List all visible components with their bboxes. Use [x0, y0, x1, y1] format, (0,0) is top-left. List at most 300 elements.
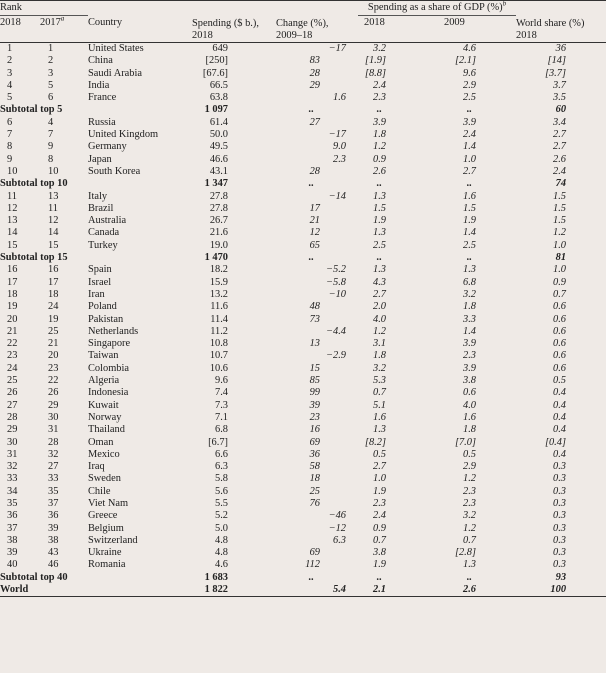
gdp-2018-cell: 1.0 [373, 473, 386, 485]
rank-2018-cell: 4 [7, 79, 13, 91]
spending-cell: 5.6 [215, 485, 228, 497]
table-row [0, 215, 606, 227]
change-cell: −17 [328, 129, 346, 141]
rank-2017-cell: 9 [48, 141, 54, 153]
rank-2018-cell: 38 [7, 534, 18, 546]
rank-2018-cell: 16 [7, 264, 18, 276]
country-cell: Japan [88, 153, 112, 165]
rank-2017-cell: 31 [48, 424, 59, 436]
world-share-cell: 2.6 [553, 153, 567, 165]
gdp-2009-cell: 0.5 [463, 448, 477, 460]
rank-2018-cell: 12 [7, 202, 18, 214]
spending-cell: 6.8 [215, 424, 228, 436]
world-share-cell: 0.3 [553, 473, 567, 485]
world-share-cell: 0.4 [553, 424, 567, 436]
gdp-2009-cell: 1.9 [463, 215, 477, 227]
change-header: Change (%), [272, 1, 358, 31]
change-cell: 21 [309, 215, 320, 227]
table-row [0, 498, 606, 510]
world-share-cell: 3.7 [553, 79, 567, 91]
country-cell: Kuwait [88, 399, 119, 411]
change-cell: 6.3 [333, 534, 346, 546]
rank-2018-cell: 39 [7, 547, 18, 559]
subtotal-label: Subtotal top 5 [0, 104, 63, 116]
rank-2018-cell: 28 [7, 411, 18, 423]
country-cell: China [88, 55, 113, 67]
subtotal-gdp-2018-cell: .. [376, 571, 382, 583]
subtotal-row [0, 104, 606, 116]
table-row [0, 117, 606, 129]
spending-cell: 4.8 [215, 534, 228, 546]
world-share-cell: 3.4 [553, 116, 567, 128]
world-share-cell: 0.3 [553, 534, 567, 546]
gdp-2009-cell: 1.3 [463, 559, 477, 571]
world-share-cell: 3.5 [553, 92, 567, 104]
rank-2017-cell: 35 [48, 485, 59, 497]
rank-2018-cell: 26 [7, 387, 18, 399]
rank-2017-cell: 16 [48, 264, 59, 276]
subtotal-spending-cell: 1 683 [204, 571, 228, 583]
spending-cell: 49.5 [209, 141, 228, 153]
change-cell: −5.2 [326, 264, 346, 276]
rank-2018-cell: 10 [7, 165, 18, 177]
spending-cell: 4.6 [215, 559, 228, 571]
change-cell: 13 [309, 338, 320, 350]
country-cell: Romania [88, 559, 126, 571]
gdp-2018-cell: 0.9 [373, 522, 386, 534]
gdp-2009-cell: 1.2 [463, 473, 477, 485]
world-share-cell: 0.3 [553, 547, 567, 559]
rank-2017-cell: 29 [48, 399, 59, 411]
world-share-cell: 0.6 [553, 301, 567, 313]
country-cell: Brazil [88, 202, 114, 214]
change-cell: 18 [309, 473, 320, 485]
change-cell: 58 [309, 461, 320, 473]
country-cell: Spain [88, 264, 112, 276]
rank-2017-cell: 28 [48, 436, 59, 448]
spending-cell: [6.7] [208, 436, 228, 448]
world-share-cell: 0.6 [553, 313, 567, 325]
rank-2018-cell: 15 [7, 239, 18, 251]
rank-2018-cell: 25 [7, 375, 18, 387]
gdp-2009-cell: 2.3 [463, 350, 477, 362]
table-row [0, 129, 606, 141]
spending-cell: 61.4 [209, 116, 228, 128]
change-cell: −4.4 [326, 325, 346, 337]
table-row [0, 92, 606, 104]
subtotal-gdp-2009-cell: .. [466, 104, 473, 116]
gdp-2009-cell: [2.1] [454, 55, 477, 67]
change-cell: 27 [309, 116, 320, 128]
change-cell: 28 [309, 165, 320, 177]
change-cell: 39 [309, 399, 320, 411]
rank-2018-cell: 3 [7, 67, 13, 79]
change-cell: 25 [309, 485, 320, 497]
subtotal-change-cell: .. [308, 178, 314, 190]
rank-2018-cell: 1 [7, 43, 13, 54]
spending-cell: 18.2 [209, 264, 228, 276]
spending-header: Spending ($ b.), [192, 1, 272, 31]
rank-2018-cell: 21 [7, 325, 18, 337]
spending-cell: 27.8 [209, 202, 228, 214]
table-row [0, 301, 606, 313]
world-share-cell: 0.4 [553, 411, 567, 423]
world-share-cell: 0.5 [553, 375, 567, 387]
change-cell: −5.8 [326, 276, 346, 288]
rank-2017-cell: 18 [48, 288, 59, 300]
world-share-cell: 0.4 [553, 399, 567, 411]
world-share-cell: 1.0 [553, 264, 567, 276]
rank-2018-cell: 7 [7, 129, 13, 141]
table-row [0, 473, 606, 485]
gdp-2009-cell: 1.5 [463, 202, 477, 214]
spending-cell: 46.6 [209, 153, 228, 165]
rank-2017-cell: 5 [48, 79, 54, 91]
change-cell: 83 [309, 55, 320, 67]
change-years-header: 2009–18 [272, 30, 358, 43]
country-cell: Switzerland [88, 534, 138, 546]
gdp-2018-cell: 3.9 [373, 116, 386, 128]
rank-2017-cell: 15 [48, 239, 59, 251]
rank-2017-header: 2017$^a$ [40, 15, 65, 28]
rank-2017-cell: 21 [48, 338, 59, 350]
rank-2017-cell: 8 [48, 153, 54, 165]
spending-cell: 43.1 [209, 165, 228, 177]
spending-cell: 7.3 [215, 399, 228, 411]
rank-2018-cell: 8 [7, 141, 13, 153]
subtotal-label: Subtotal top 15 [0, 252, 68, 264]
table-row [0, 141, 606, 153]
change-cell: 73 [309, 313, 320, 325]
change-cell: 17 [309, 202, 320, 214]
country-cell: Colombia [88, 362, 129, 374]
subtotal-gdp-2018-cell: 2.1 [358, 584, 438, 597]
rank-2017-cell: 6 [48, 92, 54, 104]
country-cell: Mexico [88, 448, 120, 460]
world-share-cell: 0.9 [553, 276, 567, 288]
spending-cell: 6.3 [215, 461, 228, 473]
spending-cell: 66.5 [209, 79, 228, 91]
gdp-2018-cell: 1.5 [373, 202, 386, 214]
rank-2018-cell: 30 [7, 436, 18, 448]
gdp-2009-cell: 4.0 [463, 399, 477, 411]
gdp-2009-cell: 3.3 [463, 313, 477, 325]
table-row [0, 510, 606, 522]
spending-cell: 50.0 [209, 129, 228, 141]
rank-2017-cell: 24 [48, 301, 59, 313]
country-cell: Poland [88, 301, 117, 313]
country-cell: Singapore [88, 338, 131, 350]
country-cell: Iran [88, 288, 105, 300]
subtotal-world-share-cell: 60 [555, 104, 567, 116]
rank-2018-cell: 20 [7, 313, 18, 325]
rank-2017-cell: 3 [48, 67, 54, 79]
spending-cell: 26.7 [209, 215, 228, 227]
rank-2017-cell: 32 [48, 448, 59, 460]
rank-2018-cell: 14 [7, 227, 18, 239]
change-cell: 28 [309, 67, 320, 79]
rank-2017-cell: 11 [48, 202, 59, 214]
country-cell: Italy [88, 190, 108, 202]
gdp-2009-cell: 0.7 [463, 534, 477, 546]
gdp-2009-cell: 3.9 [463, 362, 477, 374]
country-cell: Belgium [88, 522, 124, 534]
country-cell: Viet Nam [88, 497, 129, 509]
subtotal-gdp-2009-cell: 2.6 [438, 584, 516, 597]
table-row [0, 326, 606, 338]
spending-cell: 27.8 [209, 190, 228, 202]
rank-2017-cell: 10 [48, 165, 59, 177]
country-cell: Thailand [88, 424, 125, 436]
table-row [0, 387, 606, 399]
gdp-2009-header: 2009 [444, 17, 465, 28]
table-header [0, 1, 606, 43]
subtotal-gdp-2009-cell: .. [466, 178, 473, 190]
subtotal-world-share-cell: 93 [555, 571, 567, 583]
spending-cell: 5.5 [215, 497, 228, 509]
table-row [0, 375, 606, 387]
gdp-2009-cell: 2.7 [463, 165, 477, 177]
world-share-cell: 1.2 [553, 227, 567, 239]
country-header: Country [88, 16, 123, 28]
world-share-cell: 0.4 [553, 448, 567, 460]
subtotal-change-cell: .. [308, 571, 314, 583]
gdp-2018-cell: 1.6 [373, 411, 386, 423]
country-cell: United Kingdom [88, 129, 159, 141]
country-cell: Germany [88, 141, 127, 153]
subtotal-gdp-2009-cell: .. [466, 571, 473, 583]
spending-cell: 11.2 [210, 325, 228, 337]
rank-2017-cell: 12 [48, 215, 59, 227]
subtotal-change-cell: 5.4 [272, 584, 358, 597]
rank-2017-cell: 38 [48, 534, 59, 546]
rank-2018-cell: 32 [7, 461, 18, 473]
gdp-2018-cell: 3.1 [373, 338, 386, 350]
spending-cell: 5.0 [215, 522, 228, 534]
table-row [0, 289, 606, 301]
rank-2017-cell: 13 [48, 190, 59, 202]
change-cell: 85 [309, 375, 320, 387]
subtotal-spending-cell: 1 097 [204, 104, 228, 116]
rank-2017-cell: 17 [48, 276, 59, 288]
subtotal-label: Subtotal top 40 [0, 571, 68, 583]
rank-2018-cell: 27 [7, 399, 18, 411]
gdp-2018-cell: 1.2 [373, 141, 386, 153]
table-row [0, 437, 606, 449]
country-cell: Netherlands [88, 325, 139, 337]
subtotal-world-share-cell: 100 [516, 584, 606, 597]
change-cell: −10 [328, 288, 346, 300]
spending-cell: 649 [212, 43, 228, 54]
gdp-2009-cell: 6.8 [463, 276, 477, 288]
spending-year-header: 2018 [192, 30, 272, 43]
gdp-2018-cell: 1.2 [373, 325, 386, 337]
gdp-2009-cell: 3.8 [463, 375, 477, 387]
spending-cell: 7.1 [215, 411, 228, 423]
spending-cell: 9.6 [215, 375, 228, 387]
country-cell: Australia [88, 215, 127, 227]
world-share-cell: [3.7] [544, 67, 567, 79]
change-cell: −12 [328, 522, 346, 534]
gdp-2018-cell: 2.4 [373, 79, 386, 91]
change-cell: 48 [309, 301, 320, 313]
table-row [0, 412, 606, 424]
world-share-cell: 1.5 [553, 215, 567, 227]
gdp-2018-cell: 0.7 [373, 534, 386, 546]
world-share-cell: 2.7 [553, 129, 567, 141]
table-row [0, 154, 606, 166]
rank-header: Rank [0, 1, 88, 16]
rank-2018-cell: 5 [7, 92, 13, 104]
subtotal-row [0, 252, 606, 264]
change-cell: 69 [309, 436, 320, 448]
table-row [0, 166, 606, 178]
table-row [0, 227, 606, 239]
rank-2017-cell: 2 [48, 55, 54, 67]
country-cell: United States [88, 43, 144, 54]
subtotal-label: World [0, 584, 192, 597]
gdp-2018-cell: 1.9 [373, 215, 386, 227]
rank-2018-cell: 13 [7, 215, 18, 227]
gdp-2009-cell: 1.8 [463, 301, 477, 313]
table-row [0, 240, 606, 252]
gdp-2018-cell: 2.5 [373, 239, 386, 251]
table-row [0, 547, 606, 559]
world-share-cell: 0.6 [553, 362, 567, 374]
rank-2018-cell: 34 [7, 485, 18, 497]
world-share-cell: 1.5 [553, 190, 567, 202]
country-cell: Ukraine [88, 547, 122, 559]
rank-2017-cell: 4 [48, 116, 54, 128]
gdp-2009-cell: 2.9 [463, 79, 477, 91]
rank-2018-cell: 18 [7, 288, 18, 300]
spending-cell: 4.8 [215, 547, 228, 559]
change-cell: 76 [309, 497, 320, 509]
subtotal-gdp-2018-cell: .. [376, 252, 382, 264]
spending-cell: 7.4 [215, 387, 228, 399]
change-cell: 112 [305, 559, 320, 571]
rank-2018-cell: 40 [7, 559, 18, 571]
country-cell: Algeria [88, 375, 120, 387]
country-cell: South Korea [88, 165, 141, 177]
gdp-2009-cell: 1.2 [463, 522, 477, 534]
subtotal-spending-cell: 1 822 [192, 584, 272, 597]
gdp-2009-cell: 2.4 [463, 129, 477, 141]
gdp-2018-cell: [8.8] [364, 67, 386, 79]
table-body [0, 43, 606, 597]
world-share-cell: 2.7 [553, 141, 567, 153]
rank-2017-cell: 27 [48, 461, 59, 473]
change-cell: 36 [309, 448, 320, 460]
change-cell: −14 [328, 190, 346, 202]
country-cell: Greece [88, 510, 118, 522]
rank-2018-cell: 2 [7, 55, 13, 67]
change-cell: 2.3 [333, 153, 346, 165]
country-cell: Oman [88, 436, 114, 448]
world-share-cell: 0.6 [553, 325, 567, 337]
gdp-2018-cell: 4.3 [373, 276, 386, 288]
spending-cell: 19.0 [209, 239, 228, 251]
gdp-2009-cell: 2.3 [463, 485, 477, 497]
gdp-2018-cell: 2.7 [373, 288, 386, 300]
table-row [0, 68, 606, 80]
gdp-2009-cell: [2.8] [454, 547, 477, 559]
rank-2017-cell: 39 [48, 522, 59, 534]
world-share-cell: 2.4 [553, 165, 567, 177]
spending-cell: 10.7 [209, 350, 228, 362]
gdp-2018-cell: 5.1 [373, 399, 386, 411]
gdp-2018-cell: 0.5 [373, 448, 386, 460]
rank-2017-cell: 46 [48, 559, 59, 571]
subtotal-gdp-2009-cell: .. [466, 252, 473, 264]
world-share-cell: 0.3 [553, 461, 567, 473]
world-share-header: World share (%) [516, 1, 606, 31]
spending-cell: 21.6 [209, 227, 228, 239]
change-cell: 65 [309, 239, 320, 251]
rank-2017-cell: 43 [48, 547, 59, 559]
rank-2017-cell: 22 [48, 375, 59, 387]
gdp-2018-cell: 1.3 [373, 424, 386, 436]
subtotal-spending-cell: 1 347 [204, 178, 228, 190]
gdp-2018-cell: 2.0 [373, 301, 386, 313]
table-row [0, 523, 606, 535]
gdp-2009-cell: 2.9 [463, 461, 477, 473]
gdp-2009-cell: 3.2 [463, 288, 477, 300]
table-row [0, 350, 606, 362]
country-cell: Chile [88, 485, 111, 497]
gdp-2018-header: 2018 [364, 17, 385, 28]
gdp-2018-cell: 2.6 [373, 165, 386, 177]
rank-2017-cell: 1 [48, 43, 54, 54]
table-row [0, 80, 606, 92]
rank-2017-cell: 23 [48, 362, 59, 374]
country-cell: Taiwan [88, 350, 119, 362]
gdp-2018-cell: 1.3 [373, 264, 386, 276]
table-row [0, 461, 606, 473]
world-share-cell: 0.3 [553, 559, 567, 571]
world-share-cell: 0.3 [553, 485, 567, 497]
world-year-header: 2018 [516, 30, 606, 43]
world-share-cell: [0.4] [544, 436, 567, 448]
change-cell: −2.9 [326, 350, 346, 362]
gdp-2009-cell: 3.2 [463, 510, 477, 522]
rank-2018-cell: 29 [7, 424, 18, 436]
spending-cell: 11.4 [210, 313, 228, 325]
spending-cell: 13.2 [209, 288, 228, 300]
table-row [0, 363, 606, 375]
gdp-2018-cell: 3.8 [373, 547, 386, 559]
world-share-cell: 0.3 [553, 510, 567, 522]
gdp-2018-cell: 1.3 [373, 190, 386, 202]
world-share-cell: 0.7 [553, 288, 567, 300]
change-cell: 1.6 [333, 92, 346, 104]
change-cell: −46 [328, 510, 346, 522]
rank-2018-cell: 33 [7, 473, 18, 485]
country-cell: Iraq [88, 461, 105, 473]
gdp-2009-cell: 0.6 [463, 387, 477, 399]
country-cell: Indonesia [88, 387, 129, 399]
rank-2017-cell: 19 [48, 313, 59, 325]
rank-2017-cell: 7 [48, 129, 54, 141]
rank-2018-cell: 36 [7, 510, 18, 522]
country-cell: India [88, 79, 110, 91]
table-row [0, 486, 606, 498]
gdp-2009-cell: 2.3 [463, 497, 477, 509]
table-row [0, 43, 606, 56]
table-row [0, 449, 606, 461]
country-cell: Saudi Arabia [88, 67, 142, 79]
table-row [0, 191, 606, 203]
